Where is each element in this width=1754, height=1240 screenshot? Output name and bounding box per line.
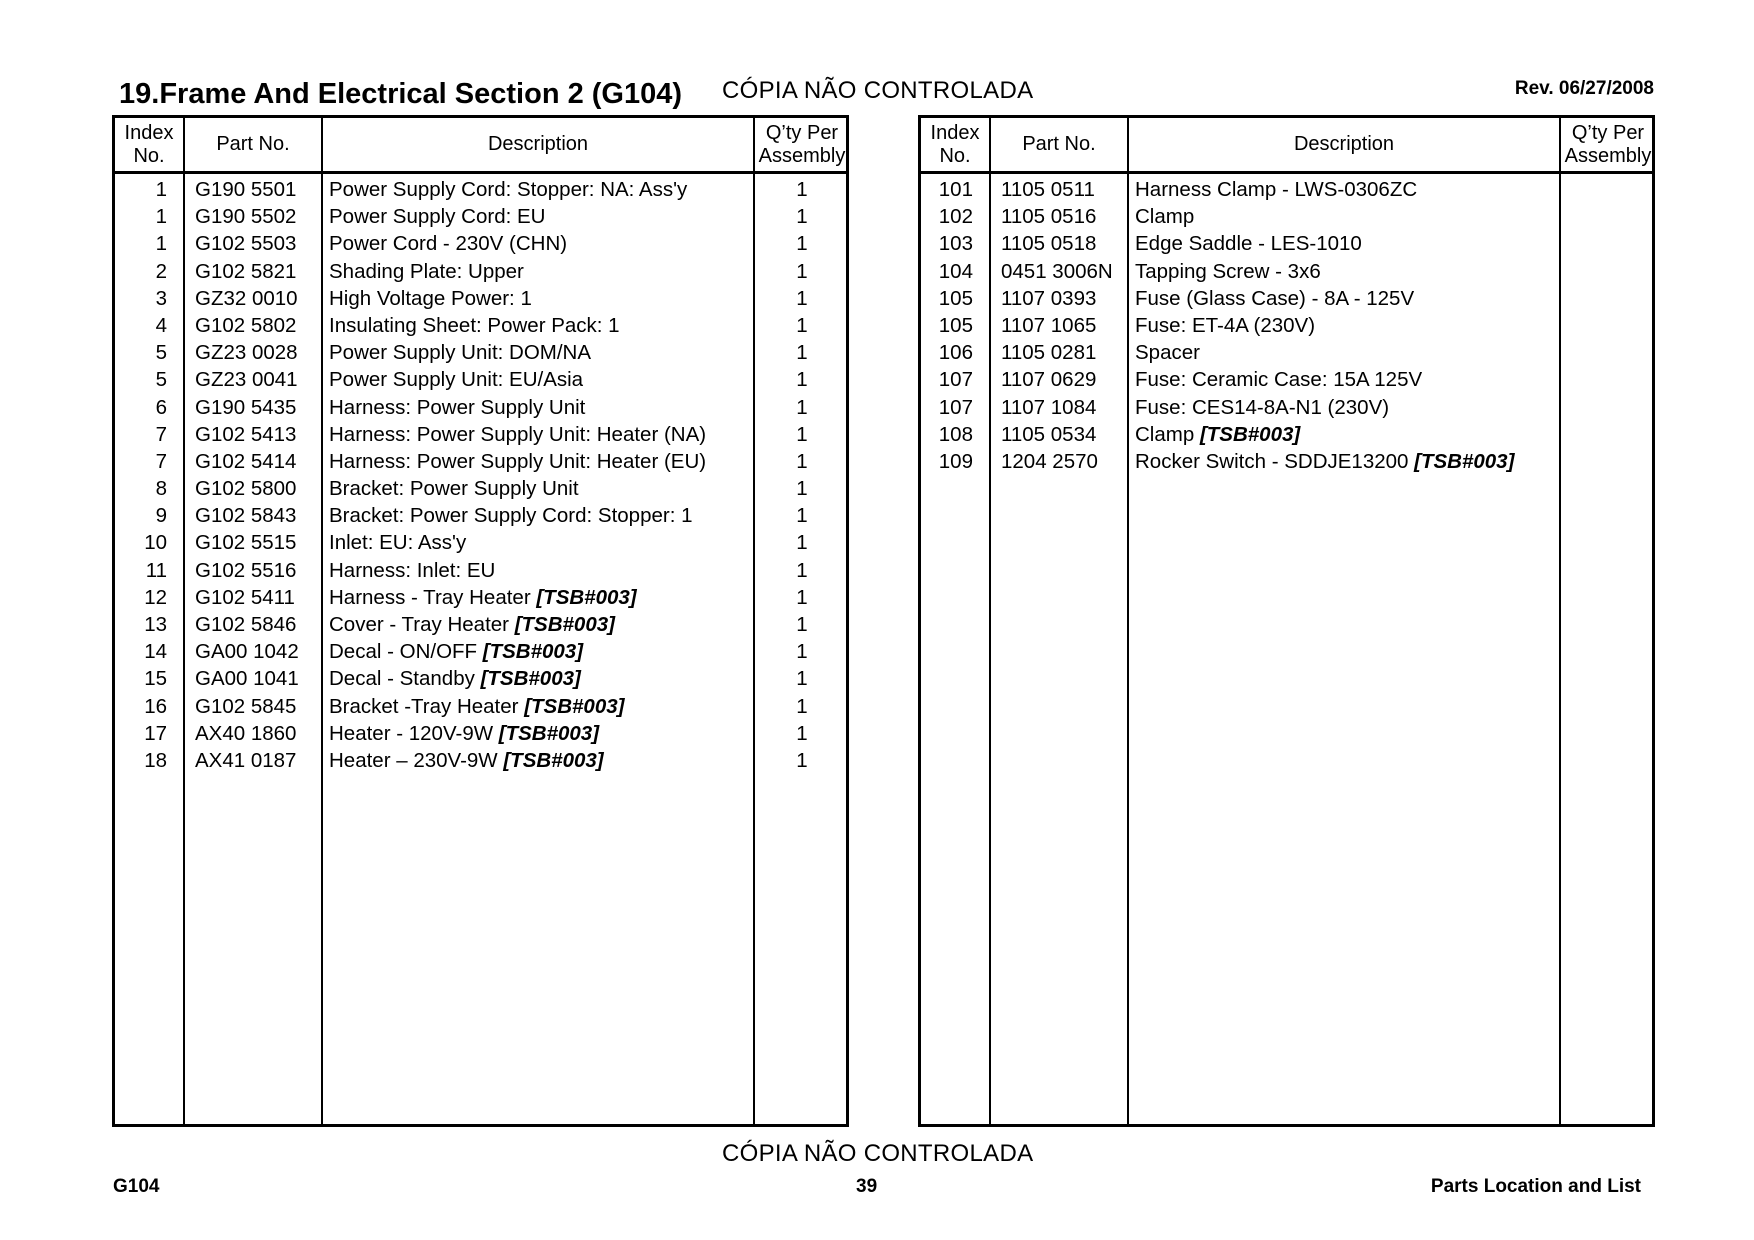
- row-description: [1135, 396, 1389, 420]
- row-index: 5: [155, 341, 167, 365]
- header-part-no: Part No.: [1022, 133, 1096, 155]
- description-text: Heater - 120V-9W: [329, 721, 499, 745]
- row-qty: 1: [796, 178, 808, 201]
- table-row: [115, 283, 846, 310]
- row-part-no: GA00 1042: [195, 640, 299, 664]
- tsb-note: [TSB#003]: [482, 640, 584, 664]
- row-index: 18: [144, 748, 167, 772]
- table-row: [115, 663, 846, 690]
- parts-table-right: [918, 115, 1655, 1127]
- table-row: [115, 718, 846, 745]
- row-part-no: 1105 0281: [1001, 341, 1097, 365]
- table-row: [115, 555, 846, 582]
- row-part-no: G190 5435: [195, 395, 297, 419]
- row-qty: 1: [796, 449, 808, 473]
- row-index: 101: [938, 178, 973, 201]
- description-text: Power Supply Unit: DOM/NA: [329, 341, 592, 365]
- description-text: Spacer: [1135, 341, 1200, 365]
- watermark-bottom: CÓPIA NÃO CONTROLADA: [722, 1140, 1034, 1167]
- description-text: Fuse (Glass Case) - 8A - 125V: [1135, 286, 1415, 310]
- row-description: [1135, 423, 1300, 447]
- row-part-no: 1107 0629: [1001, 368, 1097, 392]
- row-part-no: 1105 0534: [1001, 422, 1097, 446]
- row-index: 108: [938, 422, 973, 446]
- row-part-no: G102 5516: [195, 558, 297, 582]
- row-part-no: GA00 1041: [195, 667, 299, 691]
- row-index: 6: [155, 395, 167, 419]
- row-index: 107: [938, 395, 973, 419]
- row-description: [329, 559, 495, 583]
- table-header: [115, 118, 846, 174]
- row-part-no: 1105 0511: [1001, 178, 1095, 201]
- table-row: [115, 609, 846, 636]
- description-text: Power Supply Cord: EU: [329, 205, 546, 229]
- description-text: Harness Clamp - LWS-0306ZC: [1135, 178, 1418, 201]
- row-qty: 1: [796, 232, 808, 256]
- row-index: 11: [145, 558, 167, 582]
- table-row: [115, 691, 846, 718]
- row-qty: 1: [796, 558, 808, 582]
- row-index: 12: [144, 585, 167, 609]
- revision-date: Rev. 06/27/2008: [1514, 78, 1654, 99]
- table-row: [921, 446, 1652, 473]
- description-text: Harness: Power Supply Unit: [329, 395, 586, 419]
- row-description: [329, 260, 524, 284]
- row-index: 16: [144, 694, 167, 718]
- table-row: [115, 174, 846, 201]
- tsb-note: [TSB#003]: [1414, 449, 1515, 473]
- row-qty: 1: [796, 613, 808, 636]
- row-part-no: G102 5800: [195, 477, 297, 501]
- table-row: [115, 446, 846, 473]
- description-text: Harness - Tray Heater: [329, 585, 537, 609]
- row-index: 8: [155, 477, 167, 501]
- table-row: [115, 582, 846, 609]
- row-description: [1135, 287, 1414, 311]
- table-row: [115, 473, 846, 500]
- tsb-note: [TSB#003]: [514, 613, 615, 636]
- row-index: 106: [938, 341, 973, 365]
- table-row: [115, 364, 846, 391]
- row-description: [329, 341, 591, 365]
- row-index: 105: [938, 286, 973, 310]
- header-index: Index No.: [124, 121, 174, 167]
- tsb-note: [TSB#003]: [498, 721, 600, 745]
- table-row: [115, 310, 846, 337]
- row-qty: 1: [796, 585, 808, 609]
- description-text: Power Cord - 230V (CHN): [329, 232, 568, 256]
- table-row: [921, 283, 1652, 310]
- description-text: Bracket -Tray Heater: [329, 694, 525, 718]
- row-qty: 1: [796, 667, 808, 691]
- row-qty: 1: [796, 259, 808, 283]
- row-description: [329, 314, 620, 338]
- tsb-note: [TSB#003]: [536, 585, 637, 609]
- footer-section: Parts Location and List: [1430, 1176, 1641, 1197]
- row-part-no: G102 5802: [195, 313, 297, 337]
- row-description: [1135, 368, 1422, 392]
- row-description: [329, 178, 687, 202]
- row-index: 107: [938, 368, 973, 392]
- row-part-no: GZ32 0010: [195, 286, 298, 310]
- table-row: [115, 256, 846, 283]
- row-index: 104: [938, 259, 973, 283]
- row-part-no: 0451 3006N: [1001, 259, 1113, 283]
- row-part-no: G190 5502: [195, 205, 297, 229]
- table-row: [921, 364, 1652, 391]
- row-description: [329, 667, 581, 691]
- row-qty: 1: [796, 286, 808, 310]
- row-description: [329, 477, 579, 501]
- header-qty: Q’ty Per Assembly: [1564, 121, 1652, 167]
- table-row: [921, 337, 1652, 364]
- row-index: 13: [144, 613, 167, 636]
- header-index: Index No.: [930, 121, 980, 167]
- row-description: [329, 368, 583, 392]
- tsb-note: [TSB#003]: [503, 748, 604, 772]
- row-part-no: G102 5821: [195, 259, 297, 283]
- header-description: Description: [1293, 133, 1395, 155]
- description-text: Bracket: Power Supply Cord: Stopper: 1: [329, 504, 693, 528]
- description-text: Clamp: [1135, 205, 1195, 229]
- row-description: [1135, 450, 1514, 474]
- description-text: Power Supply Unit: EU/Asia: [329, 368, 584, 392]
- row-part-no: GZ23 0041: [195, 368, 298, 392]
- row-description: [329, 287, 532, 311]
- row-part-no: 1105 0516: [1001, 205, 1097, 229]
- row-index: 1: [155, 232, 167, 256]
- row-description: [329, 504, 693, 528]
- row-description: [329, 232, 567, 256]
- row-qty: 1: [796, 395, 808, 419]
- tsb-note: [TSB#003]: [524, 694, 625, 718]
- description-text: Clamp: [1135, 422, 1200, 446]
- row-qty: 1: [796, 313, 808, 337]
- row-description: [329, 205, 545, 229]
- row-description: [329, 423, 706, 447]
- row-part-no: G102 5413: [195, 422, 297, 446]
- row-description: [1135, 205, 1194, 229]
- table-row: [115, 337, 846, 364]
- row-description: [1135, 341, 1200, 365]
- row-index: 5: [155, 368, 167, 392]
- description-text: Fuse: Ceramic Case: 15A 125V: [1135, 368, 1423, 392]
- row-description: [1135, 314, 1315, 338]
- table-header: [921, 118, 1652, 174]
- row-part-no: G102 5503: [195, 232, 297, 256]
- row-qty: 1: [796, 694, 808, 718]
- description-text: Fuse: ET-4A (230V): [1135, 313, 1316, 337]
- row-qty: 1: [796, 205, 808, 229]
- row-part-no: 1107 1065: [1001, 313, 1097, 337]
- row-part-no: G190 5501: [195, 178, 297, 201]
- row-index: 9: [155, 504, 167, 528]
- description-text: Decal - ON/OFF: [329, 640, 483, 664]
- table-row: [921, 201, 1652, 228]
- row-index: 15: [144, 667, 167, 691]
- row-index: 105: [938, 313, 973, 337]
- tsb-note: [TSB#003]: [1199, 422, 1301, 446]
- description-text: Tapping Screw - 3x6: [1135, 259, 1321, 283]
- table-row: [115, 201, 846, 228]
- table-body: [921, 174, 1652, 473]
- row-qty: 1: [796, 422, 808, 446]
- row-part-no: G102 5515: [195, 531, 297, 555]
- row-part-no: GZ23 0028: [195, 341, 298, 365]
- row-description: [329, 396, 585, 420]
- row-qty: 1: [796, 640, 808, 664]
- table-row: [921, 419, 1652, 446]
- row-part-no: G102 5845: [195, 694, 297, 718]
- row-part-no: 1105 0518: [1001, 232, 1097, 256]
- row-part-no: G102 5843: [195, 504, 297, 528]
- description-text: Harness: Power Supply Unit: Heater (EU): [329, 449, 707, 473]
- row-index: 14: [144, 640, 167, 664]
- header-part-no: Part No.: [216, 133, 290, 155]
- table-row: [921, 310, 1652, 337]
- row-index: 102: [938, 205, 973, 229]
- table-row: [115, 228, 846, 255]
- row-description: [329, 586, 637, 610]
- table-row: [921, 174, 1652, 201]
- table-row: [115, 527, 846, 554]
- row-description: [329, 531, 466, 555]
- header-description: Description: [487, 133, 589, 155]
- row-qty: 1: [796, 341, 808, 365]
- row-part-no: G102 5414: [195, 449, 297, 473]
- table-row: [115, 500, 846, 527]
- row-part-no: G102 5846: [195, 613, 297, 636]
- row-description: [1135, 260, 1321, 284]
- parts-table-left: [112, 115, 849, 1127]
- description-text: Decal - Standby: [329, 667, 481, 691]
- row-description: [329, 613, 615, 637]
- table-row: [921, 256, 1652, 283]
- table-body: [115, 174, 846, 772]
- description-text: Fuse: CES14-8A-N1 (230V): [1135, 395, 1390, 419]
- tsb-note: [TSB#003]: [480, 667, 581, 691]
- row-description: [1135, 232, 1362, 256]
- row-index: 2: [155, 259, 167, 283]
- row-index: 1: [155, 205, 167, 229]
- row-qty: 1: [796, 504, 808, 528]
- row-qty: 1: [796, 531, 808, 555]
- row-description: [1135, 178, 1417, 202]
- row-description: [329, 722, 599, 746]
- page-title: 19.Frame And Electrical Section 2 (G104): [119, 78, 683, 110]
- row-part-no: AX40 1860: [195, 721, 297, 745]
- row-index: 10: [144, 531, 167, 555]
- row-index: 1: [155, 178, 167, 201]
- description-text: Power Supply Cord: Stopper: NA: Ass'y: [329, 178, 688, 201]
- header-qty: Q’ty Per Assembly: [758, 121, 846, 167]
- description-text: Edge Saddle - LES-1010: [1135, 232, 1362, 256]
- row-index: 7: [155, 449, 167, 473]
- row-description: [329, 450, 706, 474]
- row-index: 7: [155, 422, 167, 446]
- row-qty: 1: [796, 477, 808, 501]
- row-description: [329, 640, 583, 664]
- watermark-top: CÓPIA NÃO CONTROLADA: [722, 77, 1034, 104]
- footer-page-number: 39: [856, 1176, 878, 1197]
- table-row: [115, 392, 846, 419]
- description-text: Inlet: EU: Ass'y: [329, 531, 467, 555]
- table-row: [115, 419, 846, 446]
- row-description: [329, 695, 624, 719]
- row-index: 103: [938, 232, 973, 256]
- table-row: [921, 228, 1652, 255]
- row-index: 3: [155, 286, 167, 310]
- table-row: [115, 745, 846, 772]
- description-text: Cover - Tray Heater: [329, 613, 515, 636]
- description-text: Harness: Inlet: EU: [329, 558, 496, 582]
- row-index: 109: [938, 449, 973, 473]
- row-description: [329, 749, 604, 773]
- row-part-no: 1107 1084: [1001, 395, 1097, 419]
- row-qty: 1: [796, 748, 808, 772]
- description-text: Harness: Power Supply Unit: Heater (NA): [329, 422, 707, 446]
- row-part-no: AX41 0187: [195, 748, 297, 772]
- footer-model: G104: [113, 1176, 160, 1197]
- row-qty: 1: [796, 721, 808, 745]
- description-text: Heater – 230V-9W: [329, 748, 504, 772]
- description-text: Insulating Sheet: Power Pack: 1: [329, 313, 620, 337]
- row-part-no: G102 5411: [195, 585, 295, 609]
- description-text: Shading Plate: Upper: [329, 259, 524, 283]
- description-text: Bracket: Power Supply Unit: [329, 477, 579, 501]
- row-index: 4: [155, 313, 167, 337]
- row-part-no: 1107 0393: [1001, 286, 1097, 310]
- table-row: [921, 392, 1652, 419]
- row-index: 17: [144, 721, 167, 745]
- row-qty: 1: [796, 368, 808, 392]
- row-part-no: 1204 2570: [1001, 449, 1098, 473]
- description-text: Rocker Switch - SDDJE13200: [1135, 449, 1415, 473]
- description-text: High Voltage Power: 1: [329, 286, 532, 310]
- table-row: [115, 636, 846, 663]
